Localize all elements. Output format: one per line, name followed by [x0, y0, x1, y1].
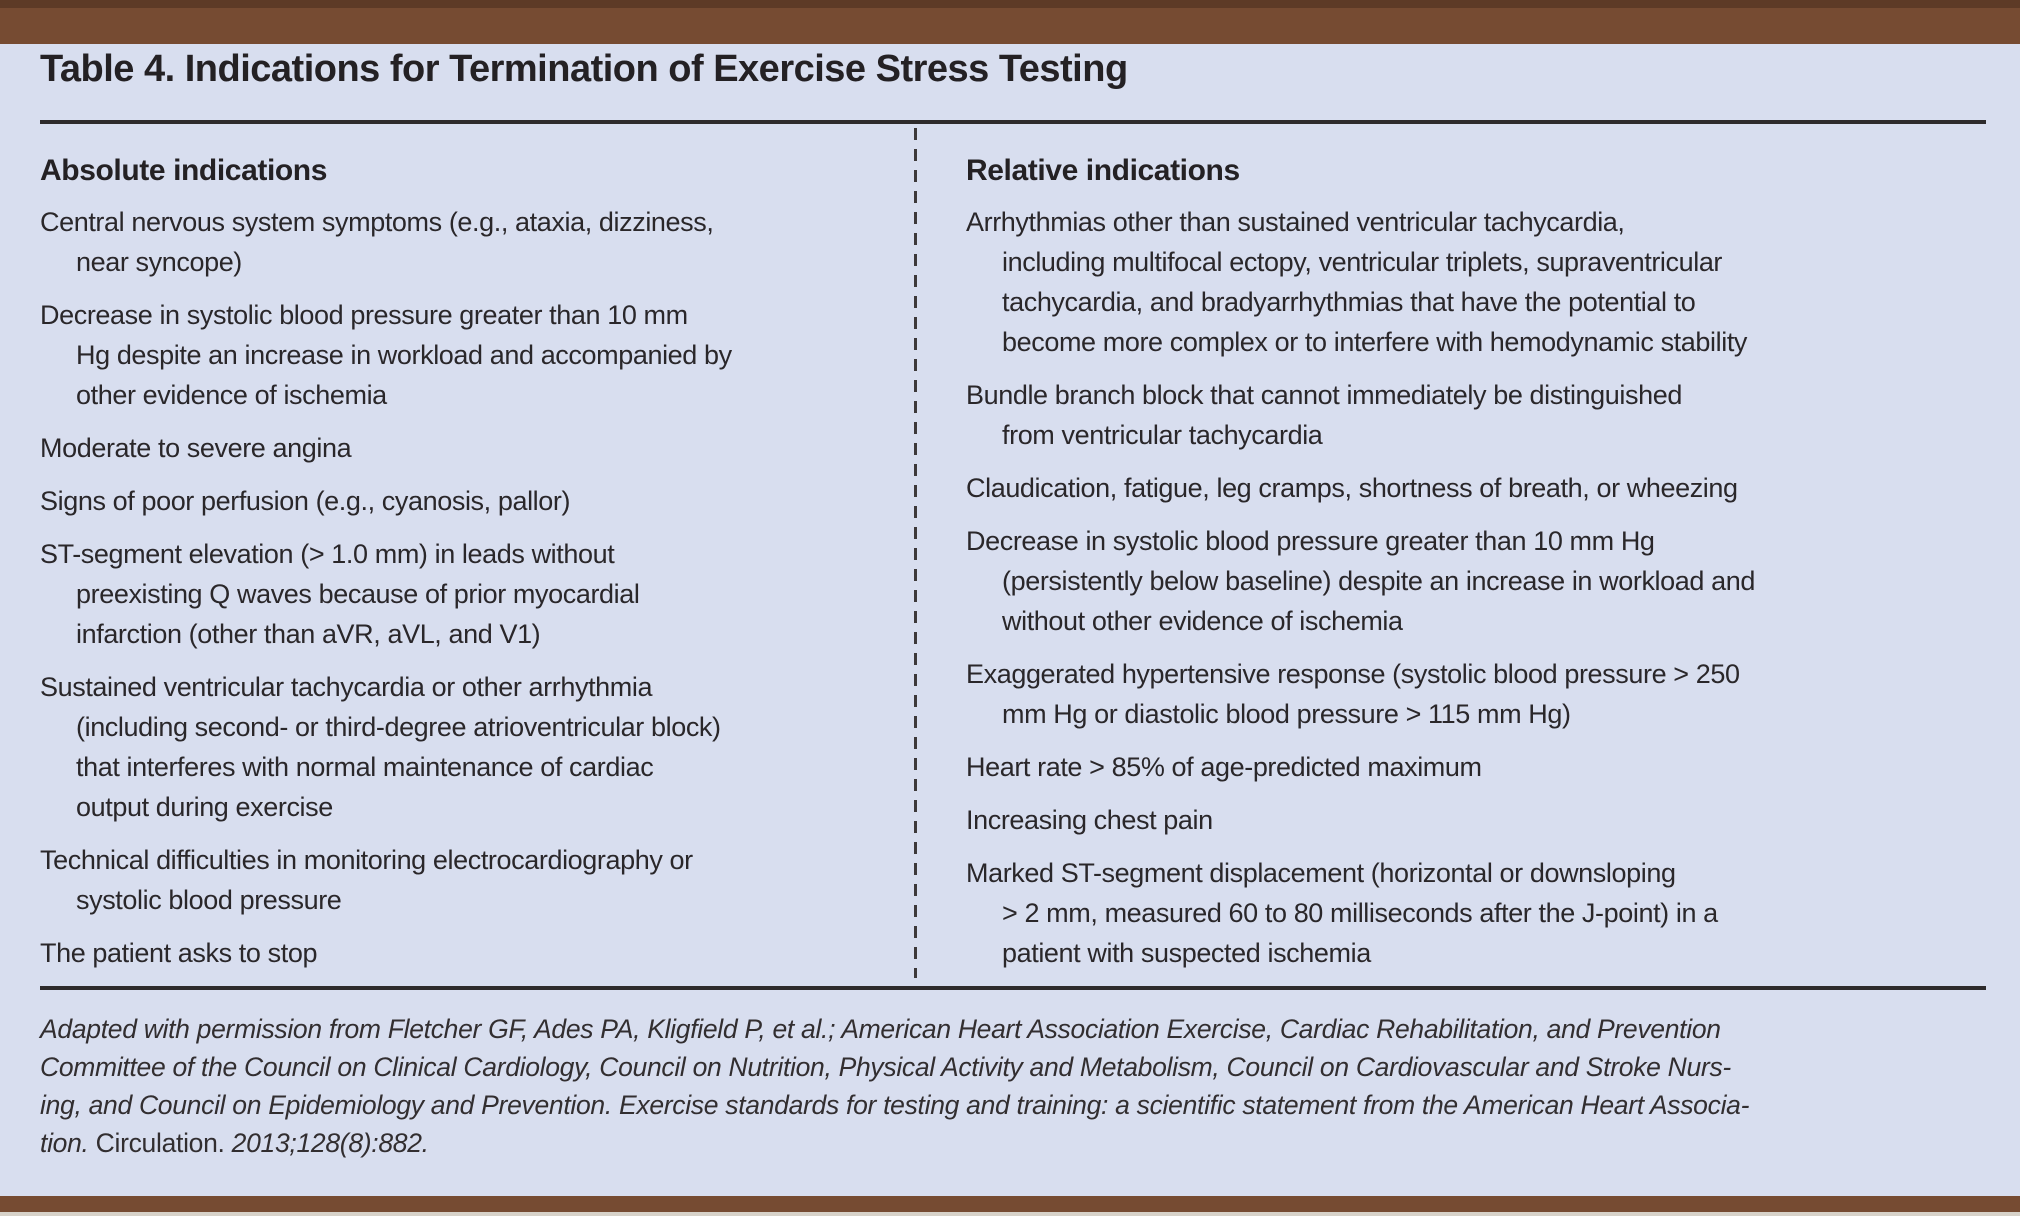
citation-line [40, 1124, 1986, 1162]
indication-line: Central nervous system symptoms (e.g., ataxia, dizziness, [40, 207, 714, 237]
citation-line: Adapted with permission from Fletcher GF, Ades PA, Kligfield P, et al.; American Heart Association Exercise, Cardiac Rehabilitation, and Prevention [40, 1014, 1721, 1044]
indication-item [966, 468, 1986, 508]
citation-line-end-italic-post: 2013;128(8):882. [231, 1128, 429, 1158]
indication-line: (including second- or third-degree atrioventricular block) [76, 712, 721, 742]
indication-line: Moderate to severe angina [40, 433, 352, 463]
indication-item [40, 667, 904, 827]
indication-line: Decrease in systolic blood pressure greater than 10 mm Hg [966, 526, 1655, 556]
indication-item [40, 295, 904, 415]
indication-line: Hg despite an increase in workload and accompanied by [76, 340, 732, 370]
indication-line: other evidence of ischemia [76, 380, 387, 410]
indication-line: Decrease in systolic blood pressure greater than 10 mm [40, 300, 688, 330]
relative-indications-header: Relative indications [966, 154, 1240, 187]
indication-item [40, 840, 904, 920]
indication-line: Increasing chest pain [966, 805, 1213, 835]
indication-line: (persistently below baseline) despite an increase in workload and [1002, 566, 1755, 596]
indication-item [966, 521, 1986, 641]
bottom-rule [40, 986, 1986, 990]
indication-line: Exaggerated hypertensive response (systolic blood pressure > 250 [966, 659, 1740, 689]
indication-line: Claudication, fatigue, leg cramps, shortness of breath, or wheezing [966, 473, 1738, 503]
indication-item [40, 202, 904, 282]
indication-line: become more complex or to interfere with hemodynamic stability [1002, 327, 1748, 357]
indication-item [966, 202, 1986, 362]
indication-line: from ventricular tachycardia [1002, 420, 1323, 450]
indication-line: including multifocal ectopy, ventricular triplets, supraventricular [1002, 247, 1723, 277]
indication-line: Signs of poor perfusion (e.g., cyanosis, pallor) [40, 486, 571, 516]
indication-item [40, 534, 904, 654]
indication-item [966, 747, 1986, 787]
indication-item [966, 853, 1986, 973]
relative-indications-list [966, 202, 1986, 973]
top-border-bar [0, 0, 2020, 44]
indication-line: Heart rate > 85% of age-predicted maximum [966, 752, 1482, 782]
indication-line: that interferes with normal maintenance of cardiac [76, 752, 654, 782]
indication-item [966, 654, 1986, 734]
citation-journal-name: Circulation. [95, 1128, 232, 1158]
bottom-edge-strip [0, 1212, 2020, 1216]
indication-line: > 2 mm, measured 60 to 80 milliseconds after the J-point) in a [1002, 898, 1718, 928]
column-divider-dashed [914, 128, 917, 978]
indication-item [40, 933, 904, 973]
indication-line: systolic blood pressure [76, 885, 342, 915]
indication-item [966, 375, 1986, 455]
indication-line: preexisting Q waves because of prior myocardial [76, 579, 640, 609]
indication-line: infarction (other than aVR, aVL, and V1) [76, 619, 541, 649]
table-title: Table 4. Indications for Termination of Exercise Stress Testing [40, 48, 1128, 90]
indication-item [40, 428, 904, 468]
citation-line: Committee of the Council on Clinical Cardiology, Council on Nutrition, Physical Activity and Metabolism, Council on Cardiovascular and Stroke Nurs- [40, 1052, 1731, 1082]
indication-line: Bundle branch block that cannot immediately be distinguished [966, 380, 1682, 410]
indication-line: Arrhythmias other than sustained ventricular tachycardia, [966, 207, 1625, 237]
absolute-indications-list [40, 202, 904, 973]
indication-line: near syncope) [76, 247, 242, 277]
indication-line: patient with suspected ischemia [1002, 938, 1371, 968]
indication-line: Sustained ventricular tachycardia or other arrhythmia [40, 672, 653, 702]
indication-line: Technical difficulties in monitoring electrocardiography or [40, 845, 693, 875]
indication-line: The patient asks to stop [40, 938, 318, 968]
indications-columns [40, 124, 1986, 986]
indication-item [966, 800, 1986, 840]
indication-item [40, 481, 904, 521]
indication-line: without other evidence of ischemia [1002, 606, 1403, 636]
relative-indications-column [966, 150, 1986, 986]
indication-line: ST-segment elevation (> 1.0 mm) in leads without [40, 539, 615, 569]
citation-line-end-italic-pre: tion. [40, 1128, 96, 1158]
indication-line: mm Hg or diastolic blood pressure > 115 mm Hg) [1002, 699, 1571, 729]
absolute-indications-header: Absolute indications [40, 154, 328, 187]
citation-footer [40, 1010, 1986, 1162]
bottom-border-bar [0, 1196, 2020, 1212]
indication-line: output during exercise [76, 792, 333, 822]
indication-line: Marked ST-segment displacement (horizontal or downsloping [966, 858, 1676, 888]
absolute-indications-column [40, 150, 904, 986]
indication-line: tachycardia, and bradyarrhythmias that have the potential to [1002, 287, 1696, 317]
citation-line: ing, and Council on Epidemiology and Prevention. Exercise standards for testing and training: a scientific statement from the American Heart Associa- [40, 1090, 1750, 1120]
